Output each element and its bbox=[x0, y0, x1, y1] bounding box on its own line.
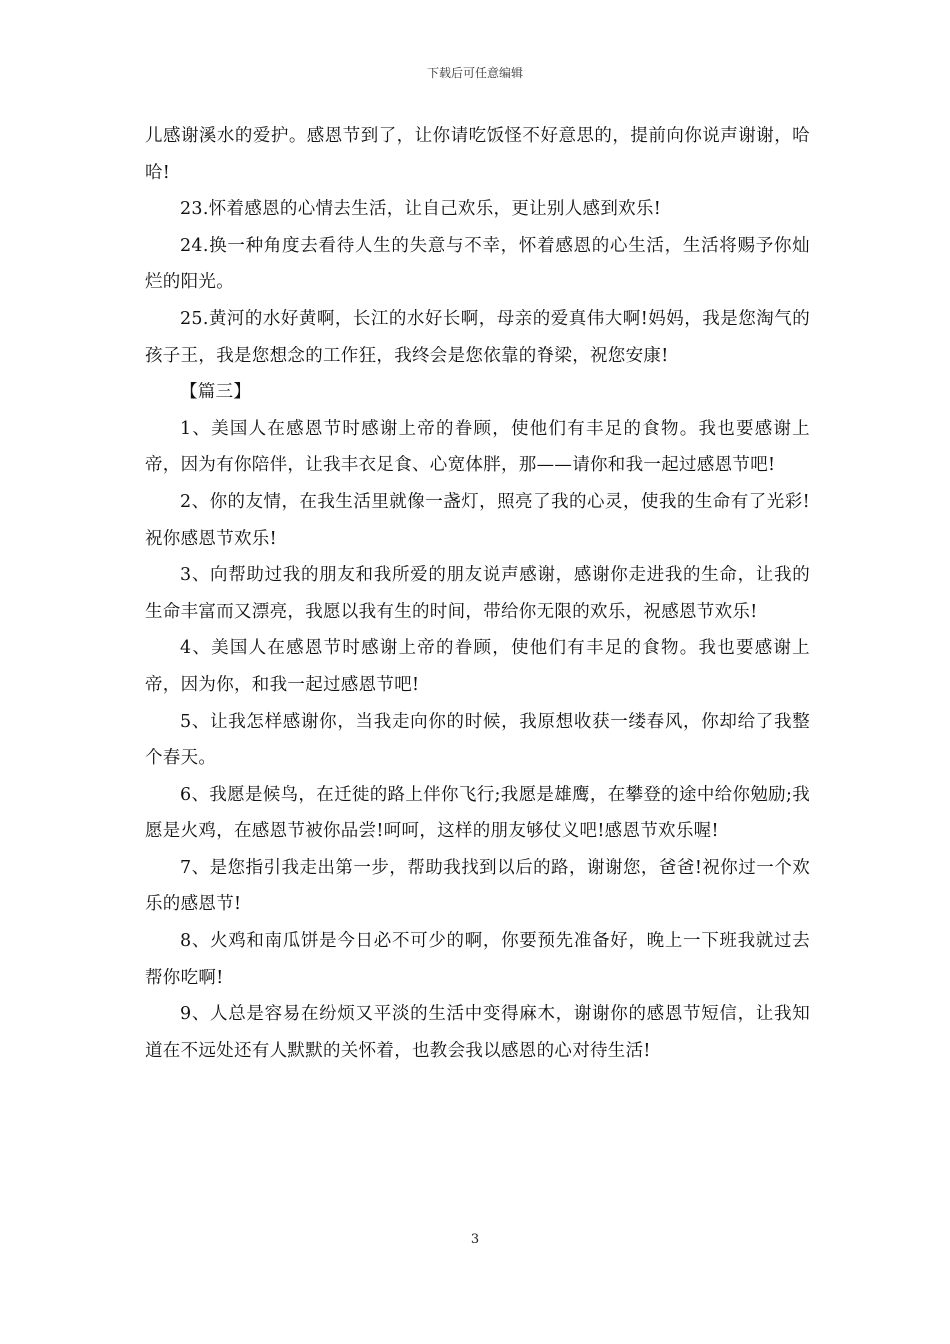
paragraph: 【篇三】 bbox=[180, 382, 252, 403]
paragraph: 24.换一种角度去看待人生的失意与不幸，怀着感恩的心生活，生活将赐予你灿烂的阳光。 bbox=[145, 235, 810, 293]
paragraph: 3、向帮助过我的朋友和我所爱的朋友说声感谢，感谢你走进我的生命，让我的生命丰富而又漂亮，我愿以我有生的时间，带给你无限的欢乐，祝感恩节欢乐! bbox=[145, 565, 810, 622]
paragraph: 4、美国人在感恩节时感谢上帝的眷顾，使他们有丰足的食物。我也要感谢上帝，因为你，和我一起过感恩节吧! bbox=[145, 638, 810, 695]
page-header: 下载后可任意编辑 bbox=[426, 66, 523, 80]
paragraph: 9、人总是容易在纷烦又平淡的生活中变得麻木，谢谢你的感恩节短信，让我知道在不远处还有人默默的关怀着，也教会我以感恩的心对待生活! bbox=[145, 1004, 810, 1061]
paragraph: 6、我愿是候鸟，在迁徙的路上伴你飞行;我愿是雄鹰，在攀登的途中给你勉励;我愿是火鸡，在感恩节被你品尝!呵呵，这样的朋友够仗义吧!感恩节欢乐喔! bbox=[145, 784, 810, 842]
paragraph: 7、是您指引我走出第一步，帮助我找到以后的路，谢谢您，爸爸!祝你过一个欢乐的感恩节! bbox=[145, 857, 810, 915]
paragraph: 2、你的友情，在我生活里就像一盏灯，照亮了我的心灵，使我的生命有了光彩!祝你感恩节欢乐! bbox=[145, 491, 810, 549]
paragraph: 儿感谢溪水的爱护。感恩节到了，让你请吃饭怪不好意思的，提前向你说声谢谢，哈哈! bbox=[145, 126, 810, 183]
paragraph: 8、火鸡和南瓜饼是今日必不可少的啊，你要预先准备好，晚上一下班我就过去帮你吃啊! bbox=[145, 931, 810, 988]
paragraph: 25.黄河的水好黄啊，长江的水好长啊，母亲的爱真伟大啊!妈妈，我是您淘气的孩子王，我是您想念的工作狂，我终会是您依靠的脊梁，祝您安康! bbox=[145, 308, 810, 366]
document-body bbox=[145, 118, 810, 1069]
paragraph: 1、美国人在感恩节时感谢上帝的眷顾，使他们有丰足的食物。我也要感谢上帝，因为有你陪伴，让我丰衣足食、心宽体胖，那——请你和我一起过感恩节吧! bbox=[145, 418, 810, 476]
page-number: 3 bbox=[470, 1232, 480, 1247]
paragraph: 23.怀着感恩的心情去生活，让自己欢乐，更让别人感到欢乐! bbox=[180, 199, 662, 220]
paragraph: 5、让我怎样感谢你，当我走向你的时候，我原想收获一缕春风，你却给了我整个春天。 bbox=[145, 711, 810, 769]
